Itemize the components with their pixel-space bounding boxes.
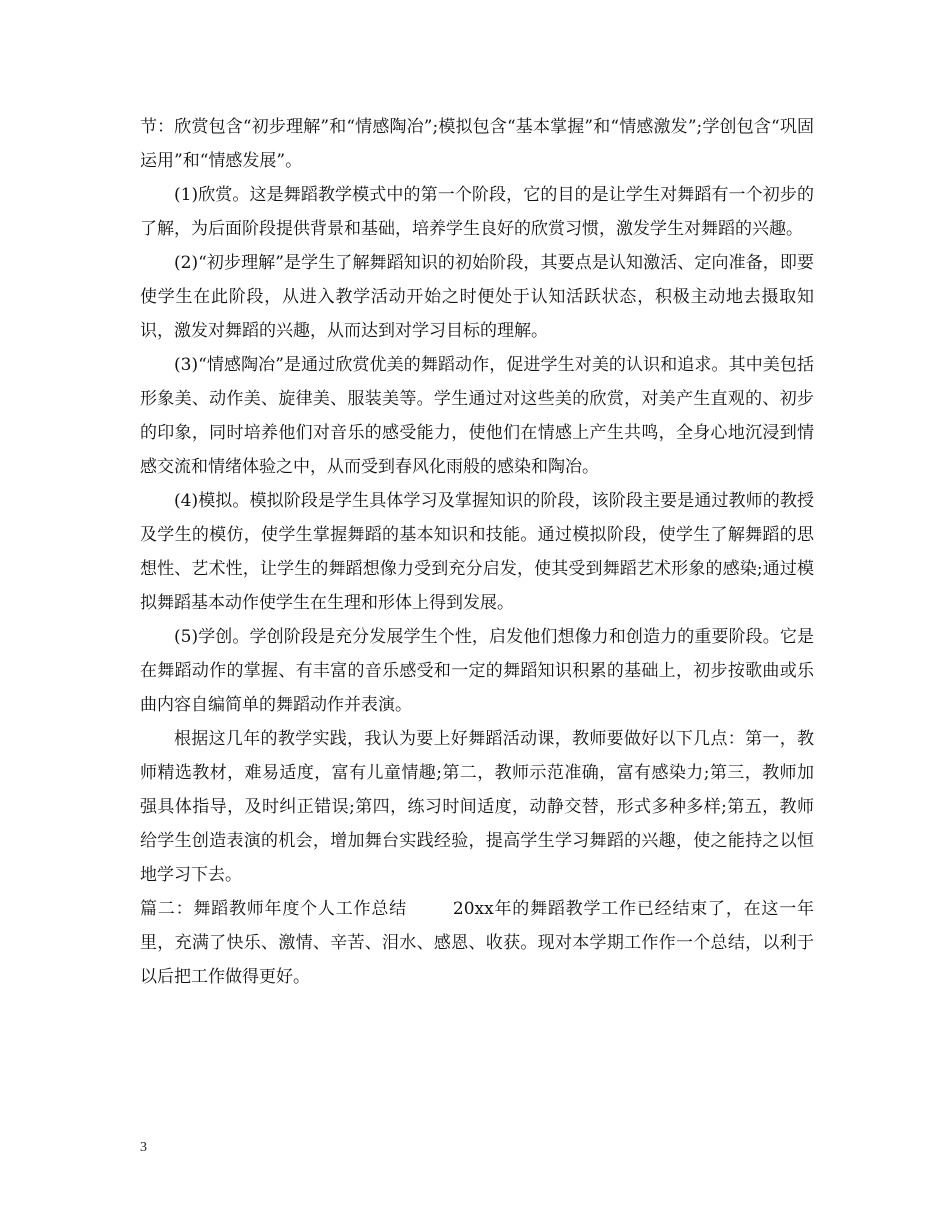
- paragraph-appreciation: (1)欣赏。这是舞蹈教学模式中的第一个阶段，它的目的是让学生对舞蹈有一个初步的了解，为后面阶段提供背景和基础，培养学生良好的欣赏习惯，激发学生对舞蹈的兴趣。: [140, 185, 814, 239]
- paragraph-teaching-practice: 根据这几年的教学实践，我认为要上好舞蹈活动课，教师要做好以下几点：第一，教师精选教材，难易适度，富有儿童情趣;第二，教师示范准确，富有感染力;第三，教师加强具体指导，及时纠正错误;第四，练习时间适度，动静交替，形式多种多样;第五，教师给学生创造表演的机会，增加舞台实践经验，提高学生学习舞蹈的兴趣，使之能持之以恒地学习下去。: [140, 729, 814, 885]
- paragraph-initial-understanding: (2)“初步理解”是学生了解舞蹈知识的初始阶段，其要点是认知激活、定向准备，即要使学生在此阶段，从进入教学活动开始之时便处于认知活跃状态，积极主动地去摄取知识，激发对舞蹈的兴趣，从而达到对学习目标的理解。: [140, 253, 814, 341]
- paragraph-imitation: (4)模拟。模拟阶段是学生具体学习及掌握知识的阶段，该阶段主要是通过教师的教授及学生的模仿，使学生掌握舞蹈的基本知识和技能。通过模拟阶段，使学生了解舞蹈的思想性、艺术性，让学生的舞蹈想像力受到充分启发，使其受到舞蹈艺术形象的感染;通过模拟舞蹈基本动作使学生在生理和形体上得到发展。: [140, 491, 814, 613]
- section-two-paragraph: [140, 892, 814, 994]
- page-number: 3: [140, 1140, 147, 1155]
- section-two-heading: 篇二：舞蹈教师年度个人工作总结: [140, 899, 407, 919]
- paragraph-continuation: 节：欣赏包含“初步理解”和“情感陶冶”;模拟包含“基本掌握”和“情感激发”;学创包含“巩固运用”和“情感发展”。: [140, 117, 814, 171]
- paragraph-emotional-cultivation: (3)“情感陶冶”是通过欣赏优美的舞蹈动作，促进学生对美的认识和追求。其中美包括形象美、动作美、旋律美、服装美等。学生通过对这些美的欣赏，对美产生直观的、初步的印象，同时培养他们对音乐的感受能力，使他们在情感上产生共鸣，全身心地沉浸到情感交流和情绪体验之中，从而受到春风化雨般的感染和陶冶。: [140, 355, 814, 477]
- paragraph-learning-creation: (5)学创。学创阶段是充分发展学生个性，启发他们想像力和创造力的重要阶段。它是在舞蹈动作的掌握、有丰富的音乐感受和一定的舞蹈知识积累的基础上，初步按歌曲或乐曲内容自编简单的舞蹈动作并表演。: [140, 627, 814, 715]
- document-body: [140, 110, 814, 994]
- section-two-body: 20xx年的舞蹈教学工作已经结束了，在这一年里，充满了快乐、激情、辛苦、泪水、感恩、收获。现对本学期工作作一个总结，以利于以后把工作做得更好。: [140, 899, 814, 987]
